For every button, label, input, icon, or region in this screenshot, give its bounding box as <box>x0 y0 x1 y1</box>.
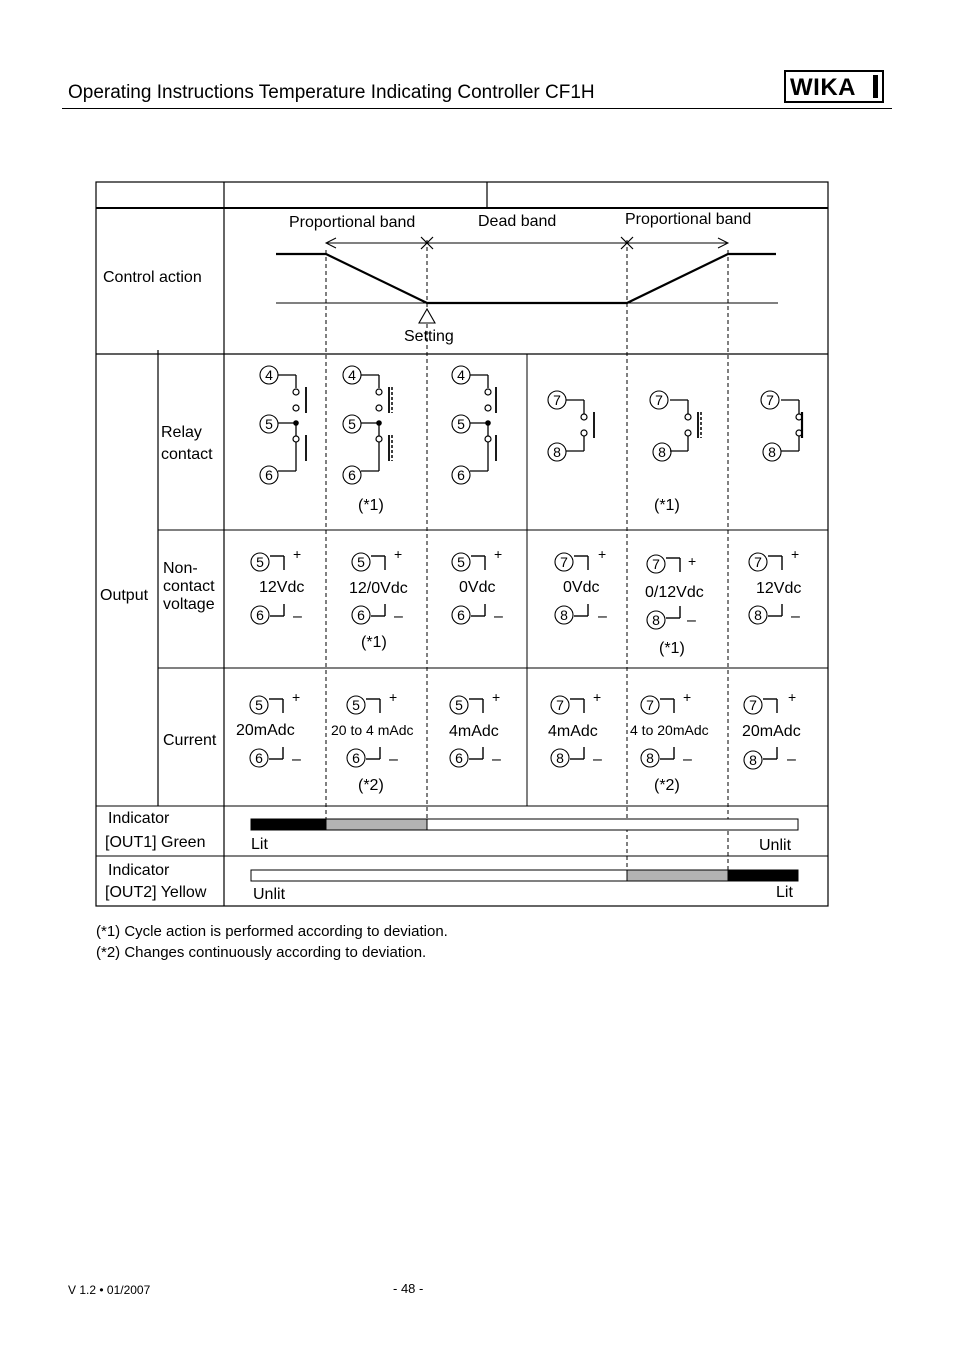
svg-text:+: + <box>492 689 501 705</box>
current-col-5 <box>630 689 709 794</box>
svg-text:4: 4 <box>457 367 465 383</box>
svg-text:+: + <box>788 689 797 705</box>
svg-text:12Vdc: 12Vdc <box>259 579 305 596</box>
out1-lit-label: Lit <box>251 836 268 853</box>
voltage-col-4 <box>555 546 607 625</box>
svg-text:6: 6 <box>265 467 273 483</box>
out1-label-1: Indicator <box>108 810 170 827</box>
current-col-4 <box>548 689 602 768</box>
svg-text:(*2): (*2) <box>358 777 384 794</box>
setting-label: Setting <box>404 328 454 345</box>
svg-text:20 to 4 mAdc: 20 to 4 mAdc <box>331 722 414 738</box>
voltage-col-5 <box>645 553 704 657</box>
proportional-band-left-label: Proportional band <box>289 214 416 231</box>
svg-text:5: 5 <box>256 554 264 570</box>
svg-text:6: 6 <box>348 467 356 483</box>
relay-col-1 <box>260 366 306 484</box>
svg-text:–: – <box>683 751 692 768</box>
logo-text: WIKA <box>790 74 856 101</box>
svg-text:–: – <box>492 751 501 768</box>
svg-text:7: 7 <box>754 554 762 570</box>
svg-text:–: – <box>593 751 602 768</box>
voltage-col-6 <box>749 546 801 625</box>
relay-col-6 <box>761 391 802 461</box>
svg-text:20mAdc: 20mAdc <box>236 722 295 739</box>
svg-text:7: 7 <box>553 392 561 408</box>
noncontact-label-1: Non- <box>163 560 198 577</box>
svg-text:6: 6 <box>455 750 463 766</box>
svg-text:7: 7 <box>560 554 568 570</box>
svg-text:5: 5 <box>352 697 360 713</box>
svg-text:4 to 20mAdc: 4 to 20mAdc <box>630 722 709 738</box>
noncontact-label-2: contact <box>163 578 215 595</box>
out1-unlit-label: Unlit <box>759 837 792 854</box>
setting-marker <box>419 309 435 323</box>
svg-text:5: 5 <box>255 697 263 713</box>
svg-text:8: 8 <box>560 607 568 623</box>
svg-text:+: + <box>394 546 403 562</box>
svg-text:0/12Vdc: 0/12Vdc <box>645 584 704 601</box>
current-label: Current <box>163 732 217 749</box>
out1-cycle-segment <box>326 819 427 830</box>
svg-text:–: – <box>389 751 398 768</box>
svg-text:–: – <box>293 608 302 625</box>
svg-text:(*1): (*1) <box>654 497 680 514</box>
svg-text:7: 7 <box>556 697 564 713</box>
svg-text:+: + <box>389 689 398 705</box>
svg-text:(*2): (*2) <box>654 777 680 794</box>
svg-text:0Vdc: 0Vdc <box>563 579 600 596</box>
svg-text:8: 8 <box>749 752 757 768</box>
svg-text:0Vdc: 0Vdc <box>459 579 496 596</box>
control-action-curve <box>276 254 776 303</box>
svg-text:6: 6 <box>457 607 465 623</box>
current-col-3 <box>449 689 501 768</box>
svg-text:–: – <box>791 608 800 625</box>
svg-text:+: + <box>791 546 800 562</box>
svg-text:6: 6 <box>255 750 263 766</box>
svg-text:–: – <box>292 751 301 768</box>
svg-text:7: 7 <box>646 697 654 713</box>
svg-text:+: + <box>293 546 302 562</box>
svg-text:–: – <box>394 608 403 625</box>
svg-text:4mAdc: 4mAdc <box>548 723 598 740</box>
svg-text:5: 5 <box>265 416 273 432</box>
svg-text:12/0Vdc: 12/0Vdc <box>349 580 408 597</box>
svg-text:8: 8 <box>652 612 660 628</box>
relay-col-2 <box>343 366 392 514</box>
svg-text:+: + <box>598 546 607 562</box>
svg-text:+: + <box>292 689 301 705</box>
relay-label-1: Relay <box>161 424 202 441</box>
svg-text:7: 7 <box>749 697 757 713</box>
footnote-2: (*2) Changes continuously according to deviation. <box>96 944 427 961</box>
svg-text:4: 4 <box>265 367 273 383</box>
svg-text:+: + <box>683 689 692 705</box>
svg-text:7: 7 <box>652 556 660 572</box>
noncontact-label-3: voltage <box>163 596 215 613</box>
out1-lit-segment <box>251 819 326 830</box>
svg-text:5: 5 <box>457 416 465 432</box>
relay-col-5 <box>650 391 701 514</box>
table-frame <box>96 182 828 906</box>
out2-label-2: [OUT2] Yellow <box>105 884 207 901</box>
out2-lit-label: Lit <box>776 884 793 901</box>
svg-text:–: – <box>598 608 607 625</box>
svg-text:5: 5 <box>357 554 365 570</box>
proportional-band-right-label: Proportional band <box>625 211 752 228</box>
footer-version: V 1.2 • 01/2007 <box>68 1283 151 1297</box>
svg-text:8: 8 <box>754 607 762 623</box>
output-label: Output <box>100 587 149 604</box>
svg-text:5: 5 <box>455 697 463 713</box>
svg-text:–: – <box>494 608 503 625</box>
svg-text:(*1): (*1) <box>361 634 387 651</box>
svg-text:–: – <box>787 751 796 768</box>
svg-text:8: 8 <box>556 750 564 766</box>
svg-text:5: 5 <box>457 554 465 570</box>
out2-label-1: Indicator <box>108 862 170 879</box>
dead-band-label: Dead band <box>478 213 557 230</box>
relay-col-3 <box>452 366 496 484</box>
svg-text:–: – <box>687 612 696 629</box>
control-action-label: Control action <box>103 269 202 286</box>
voltage-col-2 <box>349 546 408 651</box>
svg-text:4: 4 <box>348 367 356 383</box>
out2-lit-segment <box>728 870 798 881</box>
page-title: Operating Instructions Temperature Indicating Controller CF1H <box>68 82 595 103</box>
svg-text:6: 6 <box>457 467 465 483</box>
svg-text:8: 8 <box>658 444 666 460</box>
svg-text:+: + <box>688 553 697 569</box>
out2-cycle-segment <box>627 870 728 881</box>
footer-page-number: - 48 - <box>393 1281 424 1296</box>
svg-text:20mAdc: 20mAdc <box>742 723 801 740</box>
svg-text:12Vdc: 12Vdc <box>756 580 802 597</box>
svg-text:(*1): (*1) <box>358 497 384 514</box>
svg-text:5: 5 <box>348 416 356 432</box>
svg-text:6: 6 <box>357 607 365 623</box>
current-col-1 <box>236 689 301 768</box>
voltage-col-1 <box>251 546 304 625</box>
current-col-6 <box>742 689 801 769</box>
svg-text:7: 7 <box>766 392 774 408</box>
svg-text:4mAdc: 4mAdc <box>449 723 499 740</box>
svg-text:6: 6 <box>352 750 360 766</box>
out1-label-2: [OUT1] Green <box>105 834 206 851</box>
svg-text:(*1): (*1) <box>659 640 685 657</box>
svg-text:8: 8 <box>768 444 776 460</box>
svg-text:8: 8 <box>553 444 561 460</box>
svg-text:+: + <box>494 546 503 562</box>
svg-text:8: 8 <box>646 750 654 766</box>
footnote-1: (*1) Cycle action is performed according to deviation. <box>96 923 448 940</box>
svg-text:7: 7 <box>655 392 663 408</box>
relay-label-2: contact <box>161 446 213 463</box>
relay-col-4 <box>548 391 594 461</box>
svg-text:+: + <box>593 689 602 705</box>
svg-text:6: 6 <box>256 607 264 623</box>
out2-unlit-label: Unlit <box>253 886 286 903</box>
current-col-2 <box>331 689 414 794</box>
voltage-col-3 <box>452 546 503 625</box>
